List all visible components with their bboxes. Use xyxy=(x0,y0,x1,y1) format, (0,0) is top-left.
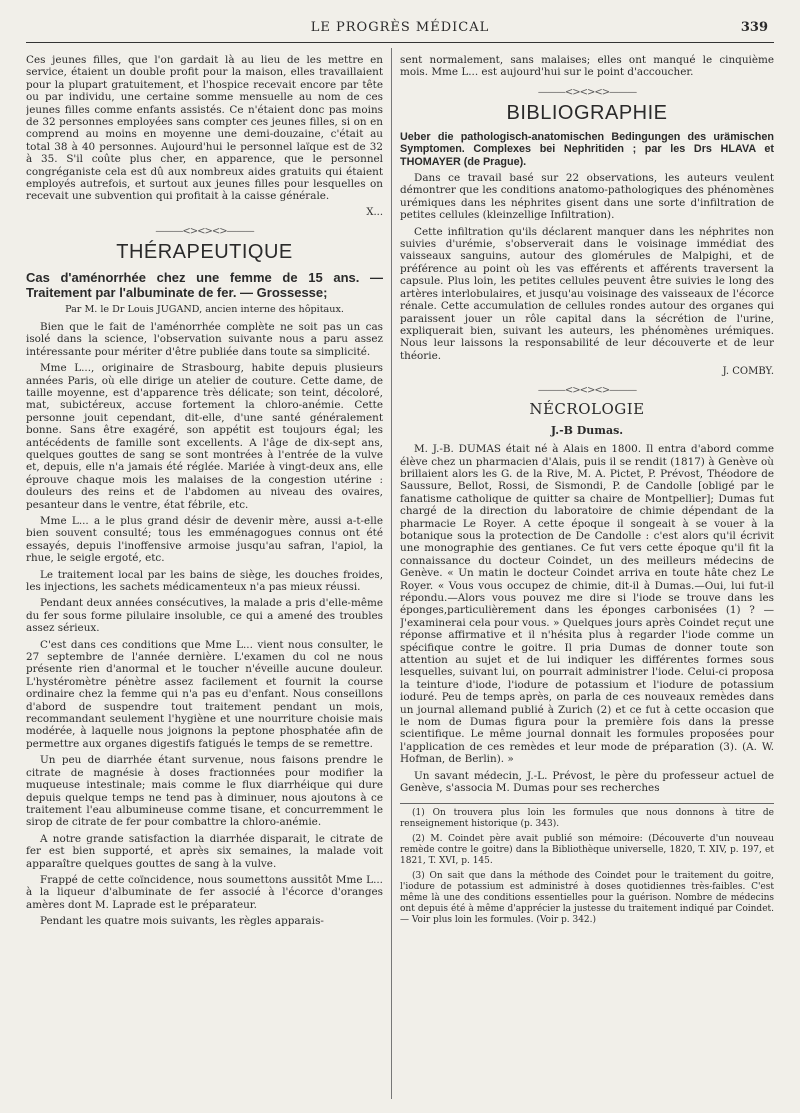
header-rule xyxy=(26,42,774,43)
ornament-divider: ———<><><>——— xyxy=(537,385,637,397)
article-byline: Par M. le Dr Louis JUGAND, ancien interne des hôpitaux. xyxy=(65,303,344,315)
intro-signature: X... xyxy=(366,206,383,218)
ornament-divider: ———<><><>——— xyxy=(155,225,254,237)
paragraph: Mme L..., originaire de Strasbourg, habite depuis plusieurs années Paris, où elle dirige un atelier de couture. Cette dame, de taille moyenne, est d'apparence très délicate; son teint, décoloré, mat, subictéreux, accuse fortement la chloro-anémie. Cette personne jouit cependant, dit-elle, d'une santé généralement bonne. Sans être exagéré, son appétit est toujours égal; les antécédents de famille sont excellents. A l'âge de dix-sept ans, quelques gouttes de sang se sont montrées à l'entrée de la vulve et, depuis, elle n'a jamais été réglée. Mariée à vingt-deux ans, elle éprouve chaque mois les malaises de la congestion utérine : douleurs des reins et de l'abdomen au niveau des ovaires, pesanteur dans le ventre, état fébrile, etc. xyxy=(26,362,383,511)
paragraph: M. J.-B. DUMAS était né à Alais en 1800. Il entra d'abord comme élève chez un pharmacien d'Alais, puis il se rendit (1817) à Genève où brillaient alors les G. de la Rive, M. A. Pictet, P. Prévost, Théodore de Saussure, Bellot, Rossi, de Sismondi, P. de Candolle [obligé par le fanatisme catholique de quitter sa chaire de Montpellier]; Dumas fut chargé de la direction du laboratoire de chimie dépendant de la pharmacie Le Royer. A cette époque il songeait à se vouer à la botanique sous la protection de De Candolle : c'est alors qu'il écrivit une monographie des gentianes. Ce fut vers cette époque qu'il fit la connaissance du docteur Coindet, un des meilleurs médecins de Genève. « Un matin le docteur Coindet arriva en toute hâte chez Le Royer. « Vous vous occupez de chimie, dit-il à Dumas.—Oui, lui fut-il répondu.—Alors vous pouvez me dire si l'iode se trouve dans les éponges,particulièrement dans les éponges carbonisées (1) ? — J'examinerai cela pour vous. » Quelques jours après Coindet reçut une réponse affirmative et il n'hésita plus à regarder l'iode comme un spécifique contre le goitre. Il pria Dumas de donner toute son attention au sujet et de lui indiquer les différentes formes sous lesquelles, suivant lui, on pourrait administrer l'iode. Celui-ci proposa la teinture d'iode, l'iodure de potassium et l'iodure de potassium ioduré. Peu de temps après, on parla de ces nouveaux remèdes dans un journal allemand publié à Zurich (2) et ce fut à cette occasion que le nom de Dumas figura pour la première fois dans la presse scientifique. Le même journal donnait les formules proposées pour l'application de ces remèdes et leur mode de préparation (3). (A. W. Hofman, de Berlin). » xyxy=(400,443,774,766)
biblio-title: Ueber die pathologisch-anatomischen Bedingungen des urämischen Symptomen. Complexes bei Nephritiden ; par les Drs HLAVA et THOMAYER (de Prague). xyxy=(400,130,774,168)
paragraph: Cette infiltration qu'ils déclarent manquer dans les néphrites non suivies d'urémie, s'observerait dans le voisinage immédiat des vaisseaux sanguins, autour des glomérules de Malpighi, et de préférence au point où les vas efférents et afférents traversent la capsule. Plus loin, les petites cellules peuvent être suivies le long des artères interlobulaires, et jusqu'au voisinage des vaisseaux de l'écorce rénale. Cette accumulation de cellules rondes autour des organes qui paraissent jouer un rôle capital dans la sécrétion de l'urine, expliquerait bien, suivant les auteurs, les phénomènes urémiques. Nous leur laissons la responsabilité de leur découverte et de leur théorie. xyxy=(400,225,774,362)
paragraph: Dans ce travail basé sur 22 observations, les auteurs veulent démontrer que les conditions anatomo-pathologiques des phénomènes urémiques dans les néphrites gisent dans une sorte d'infiltration de petites cellules (kleinzellige Infiltration). xyxy=(400,172,774,222)
section-title-bibliographie: BIBLIOGRAPHIE xyxy=(506,101,668,124)
footnotes xyxy=(400,803,774,926)
paragraph: Un peu de diarrhée étant survenue, nous faisons prendre le citrate de magnésie à doses fractionnées pour modifier la muqueuse intestinale; mais comme le flux diarrhéique qui dure depuis quelque temps ne tend pas à diminuer, nous ajoutons à ce traitement l'eau albumineuse comme tisane, et concurremment le sirop de citrate de fer pour combattre la chloro-anémie. xyxy=(26,754,383,829)
paragraph: Mme L... a le plus grand désir de devenir mère, aussi a-t-elle bien souvent consulté; tous les emménagogues connus ont été essayés, depuis l'inoffensive armoise jusqu'au safran, l'apiol, la rhue, le seigle ergoté, etc. xyxy=(26,514,383,565)
paragraph: A notre grande satisfaction la diarrhée disparait, le citrate de fer est bien supporté, et après six semaines, la malade voit apparaître quelques gouttes de sang à la vulve. xyxy=(26,832,383,870)
continuation-paragraph: sent normalement, sans malaises; elles ont manqué le cinquième mois. Mme L... est aujourd'hui sur le point d'accoucher. xyxy=(400,54,774,79)
paragraph: Bien que le fait de l'aménorrhée complète ne soit pas un cas isolé dans la science, l'observation suivante nous a paru assez intéressante pour mériter d'être publiée dans toute sa simplicité. xyxy=(26,320,383,358)
running-title: LE PROGRÈS MÉDICAL xyxy=(310,20,490,35)
necrologie-subtitle: J.-B Dumas. xyxy=(550,424,624,438)
paragraph: Frappé de cette coïncidence, nous soumettons aussitôt Mme L... à la liqueur d'albuminate de fer associé à l'écorce d'oranges amères dont M. Laprade est le préparateur. xyxy=(26,873,383,911)
paragraph: C'est dans ces conditions que Mme L... vient nous consulter, le 27 septembre de l'année dernière. L'examen du col ne nous présente rien d'anormal et le toucher n'éveille aucune douleur. L'hystéromètre pénètre assez facilement et fournit la course ordinaire chez la femme qui n'a pas eu d'enfant. Nous conseillons d'abord de suspendre tout traitement pendant un mois, recommandant seulement l'hygiène et une nourriture choisie mais modérée, à laquelle nous joignons la peptone phosphatée afin de permettre aux organes digestifs fatigués le temps de se remettre. xyxy=(26,638,383,750)
ornament-divider: ———<><><>——— xyxy=(537,86,637,98)
footnote: (2) M. Coindet père avait publié son mémoire: (Découverte d'un nouveau remède contre le goitre) dans la Bibliothèque universelle, 1820, T. XIV, p. 197, et 1821, T. XVI, p. 145. xyxy=(400,833,774,866)
footnote: (1) On trouvera plus loin les formules que nous donnons à titre de renseignement historique (p. 343). xyxy=(400,807,774,829)
footnote: (3) On sait que dans la méthode des Coindet pour le traitement du goitre, l'iodure de potassium est administré à doses quotidiennes très-faibles. C'est même là une des conditions essentielles pour la guérison. Nombre de médecins ont depuis été à même d'apprécier la justesse du traitement indiqué par Coindet. — Voir plus loin les formules. (Voir p. 342.) xyxy=(400,870,774,925)
intro-paragraph: Ces jeunes filles, que l'on gardait là au lieu de les mettre en service, étaient un double profit pour la maison, elles travaillaient pour la plupart gratuitement, et l'hospice recevait encore par tête ou par individu, une certaine somme mensuelle au nom de ces jeunes filles comme enfants assistés. Ce n'étaient donc pas moins de 32 personnes employées sans compter ces jeunes filles, si on en comprend au moins en moyenne une demi-douzaine, c'était au total 38 à 40 personnes. Aujourd'hui le personnel laïque est de 32 à 35. S'il coûte plus cher, en apparence, que le personnel congréganiste cela est dû aux nombreux aides gratuits qui étaient employés autrefois, et surtout aux jeunes filles pour lesquelles on recevait une subvention qui profitait à la caisse générale. xyxy=(26,54,383,203)
paragraph: Pendant les quatre mois suivants, les règles apparais- xyxy=(40,915,324,928)
page-number: 339 xyxy=(740,20,768,35)
paragraph: Pendant deux années consécutives, la malade a pris d'elle-même du fer sous forme pilulaire insoluble, ce qui a amené des troubles assez sérieux. xyxy=(26,597,383,635)
article-title: Cas d'aménorrhée chez une femme de 15 ans. — Traitement par l'albuminate de fer. — Grossesse; xyxy=(26,269,383,300)
section-title-therapeutique: THÉRAPEUTIQUE xyxy=(116,240,293,263)
right-column xyxy=(400,54,774,1099)
paragraph: Le traitement local par les bains de siège, les douches froides, les injections, les sachets médicamenteux n'a pas mieux réussi. xyxy=(26,568,383,593)
biblio-signature: J. COMBY. xyxy=(722,366,774,378)
column-divider xyxy=(391,48,392,1099)
section-title-necrologie: NÉCROLOGIE xyxy=(529,400,645,419)
left-column xyxy=(26,54,383,1099)
paragraph: Un savant médecin, J.-L. Prévost, le père du professeur actuel de Genève, s'associa M. Dumas pour ses recherches xyxy=(400,769,774,795)
